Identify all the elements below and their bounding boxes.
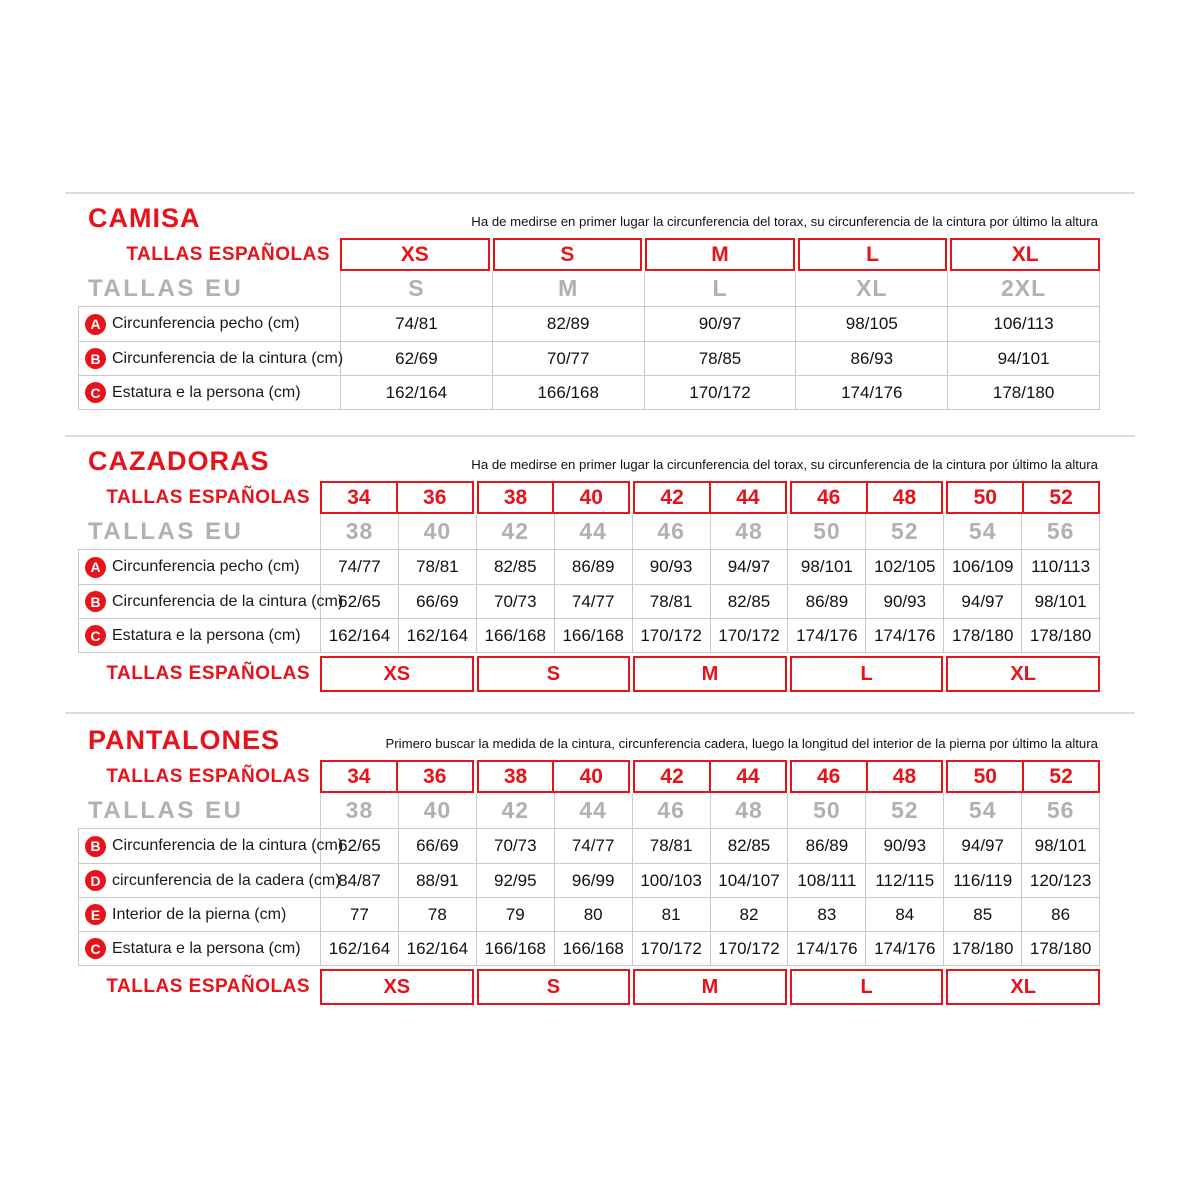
- measure-value-cell: 83: [787, 898, 865, 931]
- cazadoras-title-row: [78, 437, 1100, 481]
- size-box: [320, 656, 474, 692]
- measure-value-cell: 170/172: [710, 932, 788, 965]
- camisa-title-row: [78, 194, 1100, 238]
- cazadoras-section: [65, 435, 1135, 692]
- measure-value-cell: 78/81: [632, 829, 710, 863]
- measure-value-cell: 86/93: [795, 342, 947, 375]
- table-title-camisa: CAMISA: [88, 203, 201, 233]
- measure-value-cell: 82/85: [710, 829, 788, 863]
- measure-label-cell: [79, 864, 341, 897]
- bottom-sizes-cells: [320, 656, 1100, 692]
- measure-value-cell: 102/105: [865, 550, 943, 584]
- size-cell: 52: [1022, 762, 1098, 791]
- bottom-sizes-row: [78, 656, 1100, 692]
- size-cell: M: [711, 242, 729, 266]
- measure-value-cell: 174/176: [865, 619, 943, 652]
- measure-value-cell: 106/113: [947, 307, 1099, 341]
- measure-value-cell: 70/73: [476, 829, 554, 863]
- eu-size-cell: 50: [787, 514, 865, 549]
- table-title-cazadoras: CAZADORAS: [88, 446, 270, 476]
- camisa-measurements-grid: [78, 306, 1100, 410]
- measure-label: Circunferencia de la cintura (cm): [112, 837, 344, 854]
- eu-sizes-cells: [320, 514, 1100, 549]
- measure-label-cell: [79, 307, 341, 341]
- size-cell: XS: [383, 662, 411, 685]
- size-box: [790, 969, 944, 1005]
- eu-size-cell: 48: [710, 793, 788, 828]
- size-box: [946, 760, 1100, 793]
- measure-value-cell: 90/97: [644, 307, 796, 341]
- eu-size-cell: 40: [398, 793, 476, 828]
- size-box: [946, 656, 1100, 692]
- measure-instruction: Primero buscar la medida de la cintura, circunferencia cadera, luego la longitud del interior de la pierna por último la altura: [385, 736, 1098, 751]
- measure-values: [321, 898, 1099, 931]
- eu-sizes-header: [78, 793, 1100, 828]
- measure-badge: A: [85, 314, 106, 335]
- size-box: [790, 656, 944, 692]
- measure-label: Interior de la pierna (cm): [112, 905, 287, 923]
- measure-value-cell: 174/176: [787, 619, 865, 652]
- table-row: [79, 897, 1099, 931]
- measure-value-cell: 84: [865, 898, 943, 931]
- measure-value-cell: 94/101: [947, 342, 1099, 375]
- measure-value-cell: 96/99: [554, 864, 632, 897]
- table-title-pantalones: PANTALONES: [88, 725, 280, 755]
- eu-size-cell: 54: [943, 793, 1021, 828]
- table-row: [79, 550, 1099, 584]
- measure-value-cell: 86: [1021, 898, 1099, 931]
- eu-size-cell: 46: [632, 514, 710, 549]
- spanish-sizes-header: [78, 238, 1100, 271]
- measure-value-cell: 166/168: [492, 376, 644, 409]
- eu-size-cell: 38: [320, 793, 398, 828]
- eu-size-cell: 54: [943, 514, 1021, 549]
- measure-value-cell: 106/109: [943, 550, 1021, 584]
- measure-value-cell: 178/180: [1021, 932, 1099, 965]
- measure-value-cell: 74/77: [338, 557, 381, 576]
- measure-value-cell: 81: [632, 898, 710, 931]
- measure-values: [321, 829, 1099, 863]
- size-cell: M: [701, 975, 719, 998]
- size-cell: L: [860, 662, 873, 685]
- spanish-sizes-header: [78, 760, 1100, 793]
- eu-size-cell: M: [492, 271, 644, 306]
- measure-value-cell: 90/93: [865, 585, 943, 618]
- measure-value-cell: 90/93: [865, 829, 943, 863]
- measure-value-cell: 80: [554, 898, 632, 931]
- eu-size-cell: 52: [865, 514, 943, 549]
- size-cell: 42: [660, 485, 684, 509]
- size-box: [633, 760, 787, 793]
- measure-badge: B: [85, 348, 106, 369]
- measure-label: Estatura e la persona (cm): [112, 383, 301, 401]
- measure-value-cell: 170/172: [632, 932, 710, 965]
- size-cell: 38: [503, 764, 528, 788]
- size-cell: M: [701, 662, 719, 685]
- size-cell: L: [866, 242, 879, 266]
- size-box: [477, 656, 631, 692]
- measure-value-cell: 62/69: [395, 348, 438, 368]
- bottom-sizes-label: TALLAS ESPAÑOLAS: [106, 663, 310, 684]
- spanish-sizes-cells: [340, 238, 1100, 271]
- measure-value-cell: 174/176: [865, 932, 943, 965]
- size-box: [477, 481, 631, 514]
- size-cell: 44: [709, 483, 785, 512]
- measure-values: [341, 342, 1099, 375]
- cazadoras-measurements-grid: [78, 549, 1100, 653]
- measure-value-cell: 170/172: [710, 619, 788, 652]
- table-row: [79, 375, 1099, 409]
- table-row: [79, 618, 1099, 652]
- size-cell: 46: [817, 764, 841, 788]
- measure-badge: C: [85, 382, 106, 403]
- eu-size-cell: 56: [1021, 514, 1099, 549]
- measure-badge: C: [85, 938, 106, 959]
- measure-label-cell: [79, 829, 344, 863]
- measure-values: [321, 864, 1099, 897]
- size-cell: L: [860, 975, 873, 998]
- measure-label: Estatura e la persona (cm): [112, 939, 301, 957]
- measure-value-cell: 74/77: [554, 585, 632, 618]
- measure-value-cell: 82/89: [492, 307, 644, 341]
- measure-value-cell: 178/180: [1021, 619, 1099, 652]
- measure-value-cell: 162/164: [328, 938, 391, 958]
- measure-instruction: Ha de medirse en primer lugar la circunferencia del torax, su circunferencia de la cintura por último la altura: [471, 457, 1098, 472]
- measure-value-cell: 166/168: [554, 932, 632, 965]
- size-box: [946, 969, 1100, 1005]
- measure-label-cell: [79, 932, 321, 965]
- eu-size-cell: 42: [476, 793, 554, 828]
- measure-value-cell: 162/164: [328, 625, 391, 645]
- size-cell: S: [560, 242, 575, 266]
- measure-badge: C: [85, 625, 106, 646]
- measure-value-cell: 92/95: [476, 864, 554, 897]
- table-row: [79, 341, 1099, 375]
- size-cell: 48: [866, 762, 942, 791]
- measure-value-cell: 166/168: [476, 619, 554, 652]
- eu-size-cell: 44: [554, 514, 632, 549]
- measure-value-cell: 78/81: [632, 585, 710, 618]
- measure-value-cell: 84/87: [338, 870, 381, 890]
- measure-label-cell: [79, 619, 321, 652]
- measure-value-cell: 74/77: [554, 829, 632, 863]
- size-cell: XL: [1010, 662, 1036, 685]
- size-box: [790, 760, 944, 793]
- measure-value-cell: 98/101: [1021, 829, 1099, 863]
- eu-size-cell: XL: [795, 271, 947, 306]
- measure-value-cell: 98/101: [787, 550, 865, 584]
- size-cell: 36: [396, 483, 472, 512]
- measure-value-cell: 88/91: [398, 864, 476, 897]
- eu-size-cell: 2XL: [947, 271, 1099, 306]
- measure-value-cell: 66/69: [398, 585, 476, 618]
- measure-value-cell: 162/164: [398, 619, 476, 652]
- eu-size-cell: 56: [1021, 793, 1099, 828]
- pantalones-measurements-grid: [78, 828, 1100, 966]
- measure-label: Circunferencia pecho (cm): [112, 315, 300, 332]
- measure-value-cell: 100/103: [632, 864, 710, 897]
- eu-sizes-cells: [320, 793, 1100, 828]
- measure-label: Circunferencia de la cintura (cm): [112, 592, 344, 610]
- pantalones-title-row: [78, 714, 1100, 760]
- eu-sizes-cells: [340, 271, 1100, 306]
- bottom-sizes-cells: [320, 969, 1100, 1005]
- size-box: [633, 656, 787, 692]
- measure-value-cell: 104/107: [710, 864, 788, 897]
- measure-value-cell: 108/111: [787, 864, 865, 897]
- measure-value-cell: 94/97: [710, 550, 788, 584]
- size-box: [633, 481, 787, 514]
- table-row: [79, 307, 1099, 341]
- measure-value-cell: 77: [349, 904, 369, 924]
- measure-value-cell: 82/85: [710, 585, 788, 618]
- measure-value-cell: 178/180: [943, 932, 1021, 965]
- measure-values: [341, 376, 1099, 409]
- measure-value-cell: 62/65: [338, 591, 381, 611]
- measure-label-cell: [79, 342, 344, 375]
- measure-value-cell: 66/69: [398, 829, 476, 863]
- measure-badge: D: [85, 870, 106, 891]
- size-box: [798, 238, 948, 271]
- bottom-sizes-label: TALLAS ESPAÑOLAS: [106, 976, 310, 997]
- measure-label: Circunferencia de la cintura (cm): [112, 349, 344, 367]
- measure-label-cell: [79, 585, 344, 618]
- size-cell: S: [546, 975, 561, 998]
- eu-sizes-label: TALLAS EU: [88, 517, 244, 545]
- measure-value-cell: 112/115: [865, 864, 943, 897]
- size-box: [633, 969, 787, 1005]
- measure-value-cell: 94/97: [943, 829, 1021, 863]
- spanish-sizes-label: TALLAS ESPAÑOLAS: [126, 243, 330, 265]
- spanish-sizes-cells: [320, 760, 1100, 793]
- size-box: [320, 481, 474, 514]
- measure-value-cell: 178/180: [943, 619, 1021, 652]
- measure-value-cell: 162/164: [398, 932, 476, 965]
- measure-value-cell: 78: [398, 898, 476, 931]
- measure-values: [321, 619, 1099, 652]
- size-cell: 42: [660, 764, 684, 788]
- size-box: [493, 238, 643, 271]
- size-cell: 50: [973, 764, 997, 788]
- size-cell: 48: [866, 483, 942, 512]
- size-cell: 40: [552, 483, 628, 512]
- spanish-sizes-cells: [320, 481, 1100, 514]
- size-cell: XS: [383, 975, 411, 998]
- eu-size-cell: 38: [320, 514, 398, 549]
- spanish-sizes-header: [78, 481, 1100, 514]
- eu-sizes-label: TALLAS EU: [88, 796, 244, 824]
- measure-value-cell: 166/168: [554, 619, 632, 652]
- size-box: [790, 481, 944, 514]
- measure-value-cell: 98/101: [1021, 585, 1099, 618]
- measure-value-cell: 70/77: [492, 342, 644, 375]
- size-cell: XL: [1010, 975, 1036, 998]
- measure-value-cell: 162/164: [385, 382, 448, 402]
- size-box: [477, 969, 631, 1005]
- eu-size-cell: 40: [398, 514, 476, 549]
- eu-size-cell: 44: [554, 793, 632, 828]
- size-box: [950, 238, 1100, 271]
- table-row: [79, 829, 1099, 863]
- measure-value-cell: 166/168: [476, 932, 554, 965]
- measure-badge: B: [85, 591, 106, 612]
- measure-value-cell: 86/89: [787, 829, 865, 863]
- eu-size-cell: 52: [865, 793, 943, 828]
- eu-size-cell: 46: [632, 793, 710, 828]
- table-row: [79, 863, 1099, 897]
- table-row: [79, 931, 1099, 965]
- size-cell: 38: [503, 485, 528, 509]
- size-box: [320, 760, 474, 793]
- spanish-sizes-label: TALLAS ESPAÑOLAS: [106, 765, 310, 787]
- measure-value-cell: 98/105: [795, 307, 947, 341]
- measure-value-cell: 116/119: [943, 864, 1021, 897]
- measure-value-cell: 86/89: [554, 550, 632, 584]
- size-cell: 40: [552, 762, 628, 791]
- size-cell: S: [546, 662, 561, 685]
- measure-label: circunferencia de la cadera (cm): [112, 871, 341, 889]
- eu-size-cell: 48: [710, 514, 788, 549]
- eu-size-cell: 42: [476, 514, 554, 549]
- eu-sizes-header: [78, 514, 1100, 549]
- eu-size-cell: L: [644, 271, 796, 306]
- eu-sizes-header: [78, 271, 1100, 306]
- table-row: [79, 584, 1099, 618]
- measure-label: Circunferencia pecho (cm): [112, 558, 300, 575]
- size-cell: 34: [347, 764, 371, 788]
- measure-value-cell: 78/85: [644, 342, 796, 375]
- eu-sizes-label: TALLAS EU: [88, 274, 244, 302]
- measure-value-cell: 170/172: [644, 376, 796, 409]
- measure-badge: B: [85, 836, 106, 857]
- size-cell: XS: [400, 242, 429, 266]
- measure-value-cell: 79: [476, 898, 554, 931]
- measure-value-cell: 170/172: [632, 619, 710, 652]
- measure-values: [321, 932, 1099, 965]
- measure-value-cell: 78/81: [398, 550, 476, 584]
- measure-value-cell: 70/73: [476, 585, 554, 618]
- measure-value-cell: 82/85: [476, 550, 554, 584]
- size-cell: 52: [1022, 483, 1098, 512]
- size-cell: 46: [817, 485, 841, 509]
- size-box: [320, 969, 474, 1005]
- measure-instruction: Ha de medirse en primer lugar la circunferencia del torax, su circunferencia de la cintura por último la altura: [471, 214, 1098, 229]
- measure-value-cell: 82: [710, 898, 788, 931]
- measure-label-cell: [79, 898, 321, 931]
- measure-values: [341, 307, 1099, 341]
- spanish-sizes-label: TALLAS ESPAÑOLAS: [106, 486, 310, 508]
- measure-value-cell: 86/89: [787, 585, 865, 618]
- eu-size-cell: S: [340, 271, 492, 306]
- measure-badge: A: [85, 557, 106, 578]
- measure-values: [321, 550, 1099, 584]
- measure-value-cell: 174/176: [795, 376, 947, 409]
- measure-value-cell: 120/123: [1021, 864, 1099, 897]
- measure-label: Estatura e la persona (cm): [112, 626, 301, 644]
- camisa-section: [65, 192, 1135, 410]
- size-cell: XL: [1011, 242, 1039, 266]
- measure-value-cell: 85: [943, 898, 1021, 931]
- measure-label-cell: [79, 550, 321, 584]
- measure-value-cell: 62/65: [338, 836, 381, 855]
- size-cell: 50: [973, 485, 997, 509]
- size-box: [645, 238, 795, 271]
- measure-value-cell: 174/176: [787, 932, 865, 965]
- measure-label-cell: [79, 376, 341, 409]
- size-cell: 44: [709, 762, 785, 791]
- size-cell: 36: [396, 762, 472, 791]
- eu-size-cell: 50: [787, 793, 865, 828]
- measure-value-cell: 90/93: [632, 550, 710, 584]
- measure-value-cell: 110/113: [1021, 550, 1099, 584]
- size-box: [477, 760, 631, 793]
- size-box: [340, 238, 490, 271]
- measure-value-cell: 74/81: [395, 314, 438, 333]
- measure-badge: E: [85, 904, 106, 925]
- size-cell: 34: [347, 485, 371, 509]
- size-box: [946, 481, 1100, 514]
- measure-values: [321, 585, 1099, 618]
- pantalones-section: [65, 712, 1135, 1005]
- measure-value-cell: 94/97: [943, 585, 1021, 618]
- measure-value-cell: 178/180: [947, 376, 1099, 409]
- bottom-sizes-row: [78, 969, 1100, 1005]
